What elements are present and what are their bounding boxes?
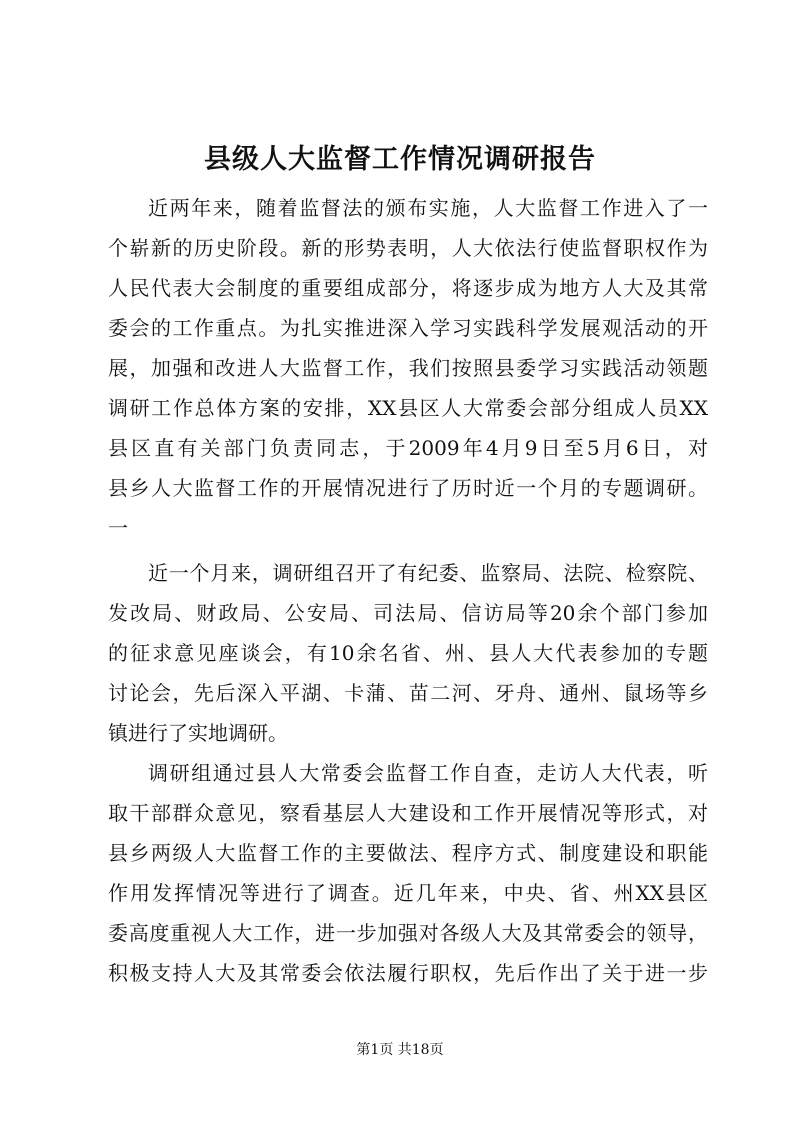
paragraph-line: 讨论会，先后深入平湖、卡蒲、苗二河、牙舟、通州、鼠场等乡: [108, 681, 708, 705]
paragraph-line: 取干部群众意见，察看基层人大建设和工作开展情况等形式，对: [108, 801, 708, 825]
page-footer: 第1页 共18页: [356, 1042, 444, 1058]
paragraph-line: 调研工作总体方案的安排，XX县区人大常委会部分组成人员XX: [108, 396, 708, 420]
paragraph-line: 委会的工作重点。为扎实推进深入学习实践科学发展观活动的开: [108, 316, 708, 340]
paragraph-line: 积极支持人大及其常委会依法履行职权，先后作出了关于进一步: [108, 961, 708, 985]
paragraph-line: 县乡两级人大监督工作的主要做法、程序方式、制度建设和职能: [108, 841, 708, 865]
paragraph-line: 的征求意见座谈会，有10余名省、州、县人大代表参加的专题: [108, 641, 708, 665]
paragraph-line: 县乡人大监督工作的开展情况进行了历时近一个月的专题调研。: [108, 476, 708, 500]
paragraph-line: 展，加强和改进人大监督工作，我们按照县委学习实践活动领题: [108, 356, 708, 380]
document-title: 县级人大监督工作情况调研报告: [204, 144, 596, 175]
paragraph-line: 人民代表大会制度的重要组成部分，将逐步成为地方人大及其常: [108, 276, 708, 300]
paragraph-line: 近两年来，随着监督法的颁布实施，人大监督工作进入了一: [148, 196, 708, 220]
paragraph-line: 县区直有关部门负责同志，于2009年4月9日至5月6日，对: [108, 436, 708, 460]
paragraph-line: 委高度重视人大工作，进一步加强对各级人大及其常委会的领导，: [108, 921, 708, 945]
paragraph-line: 作用发挥情况等进行了调查。近几年来，中央、省、州XX县区: [108, 881, 708, 905]
paragraph-line: 发改局、财政局、公安局、司法局、信访局等20余个部门参加: [108, 601, 708, 625]
paragraph-line: 镇进行了实地调研。: [108, 721, 288, 745]
section-number: 一: [108, 516, 128, 540]
paragraph-line: 调研组通过县人大常委会监督工作自查，走访人大代表，听: [148, 761, 708, 785]
paragraph-line: 近一个月来，调研组召开了有纪委、监察局、法院、检察院、: [148, 561, 708, 585]
paragraph-line: 个崭新的历史阶段。新的形势表明，人大依法行使监督职权作为: [108, 236, 708, 260]
